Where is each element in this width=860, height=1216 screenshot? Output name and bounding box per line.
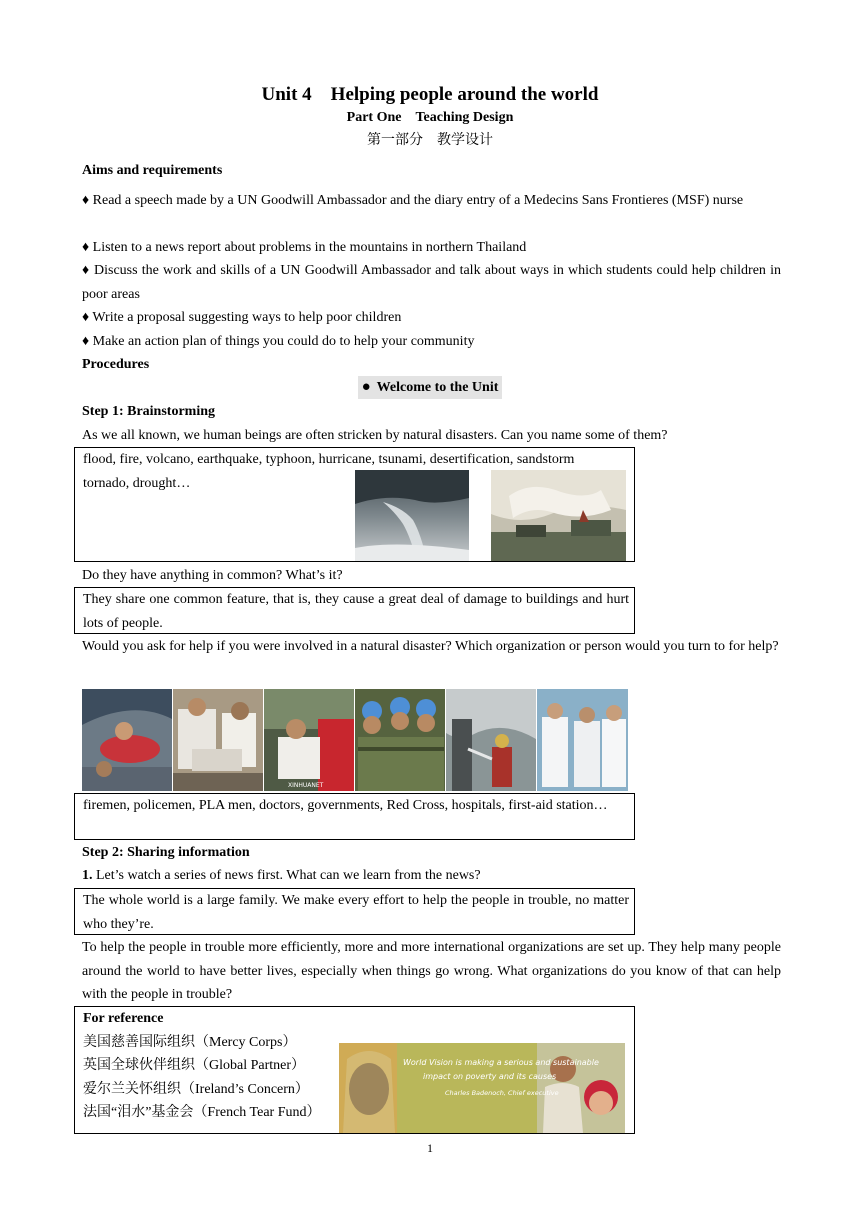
step1-heading: Step 1: Brainstorming xyxy=(82,404,215,419)
page-number: 1 xyxy=(427,1141,433,1155)
step2-item-1-number: 1. xyxy=(82,868,93,883)
step2-item-1-text: Let’s watch a series of news first. What can we learn from the news? xyxy=(92,868,481,883)
answer-helpers-text: firemen, policemen, PLA men, doctors, governments, Red Cross, hospitals, first-aid station… xyxy=(83,798,608,813)
page-title: Unit 4 Helping people around the world xyxy=(261,84,599,105)
reference-item-1: 美国慈善国际组织（Mercy Corps） xyxy=(83,1034,297,1050)
step1-question-2: Do they have anything in common? What’s it? xyxy=(82,568,343,583)
answer-disasters-line1: flood, fire, volcano, earthquake, typhoon, hurricane, tsunami, desertification, sandstorm xyxy=(83,452,575,467)
answer-box-news xyxy=(74,888,635,935)
section-title-text: Welcome to the Unit xyxy=(376,380,499,395)
reference-item-2: 英国全球伙伴组织（Global Partner） xyxy=(83,1058,306,1073)
tornado-photo xyxy=(355,470,469,561)
step2-paragraph: To help the people in trouble more efficiently, more and more international organizations are set up. They help many people around the world to have better lives, especially when things go wrong. What organizations do you know of that can help with the people in trouble? xyxy=(82,940,781,1002)
rescue-photo-strip xyxy=(82,689,628,791)
disaster-photo xyxy=(491,470,626,561)
aims-item-5: ♦ Make an action plan of things you could do to help your community xyxy=(82,334,475,349)
reference-heading: For reference xyxy=(83,1011,164,1026)
flood-rescue-photo xyxy=(82,689,172,791)
procedures-heading: Procedures xyxy=(82,357,150,372)
step1-question-3: Would you ask for help if you were involved in a natural disaster? Which organization or person would you turn to for help? xyxy=(82,639,779,654)
answer-box-helpers xyxy=(74,793,635,840)
banner-quote-line2: impact on poverty and its causes xyxy=(423,1072,557,1081)
reference-item-3: 爱尔兰关怀组织（Ireland’s Concern） xyxy=(83,1081,309,1097)
aims-heading: Aims and requirements xyxy=(82,163,223,178)
bullet-dot-icon: ● xyxy=(361,379,371,395)
section-title-wrap xyxy=(0,376,860,400)
world-vision-banner xyxy=(339,1043,625,1133)
aims-item-1: ♦ Read a speech made by a UN Goodwill Ambassador and the diary entry of a Medecins Sans Frontieres (MSF) nurse xyxy=(82,193,744,208)
aims-item-2: ♦ Listen to a news report about problems in the mountains in northern Thailand xyxy=(82,240,527,255)
step2-item-1 xyxy=(82,864,781,888)
answer-disasters-line2: tornado, drought… xyxy=(83,475,191,491)
answer-news-text: The whole world is a large family. We make every effort to help the people in trouble, no matter who they’re. xyxy=(83,893,629,932)
step2-heading: Step 2: Sharing information xyxy=(82,845,250,860)
step1-question-1: As we all known, we human beings are often stricken by natural disasters. Can you name some of them? xyxy=(82,428,668,443)
page-subtitle: Part One Teaching Design xyxy=(346,110,514,125)
answer-box-common xyxy=(74,587,635,634)
aims-item-3: ♦ Discuss the work and skills of a UN Goodwill Ambassador and talk about ways in which students could help children in poor areas xyxy=(82,263,781,302)
banner-attribution: Charles Badenoch, Chief executive xyxy=(445,1089,559,1097)
reference-item-4: 法国“泪水”基金会（French Tear Fund） xyxy=(83,1105,321,1120)
xinhua-watermark: XINHUANET xyxy=(288,782,324,789)
aims-item-4: ♦ Write a proposal suggesting ways to help poor children xyxy=(82,310,402,325)
banner-quote-line1: World Vision is making a serious and sustainable xyxy=(403,1058,599,1067)
answer-common-text: They share one common feature, that is, they cause a great deal of damage to buildings and hurt lots of people. xyxy=(83,592,629,631)
section-title xyxy=(358,376,503,399)
page-subtitle-chinese: 第一部分 教学设计 xyxy=(367,133,493,148)
